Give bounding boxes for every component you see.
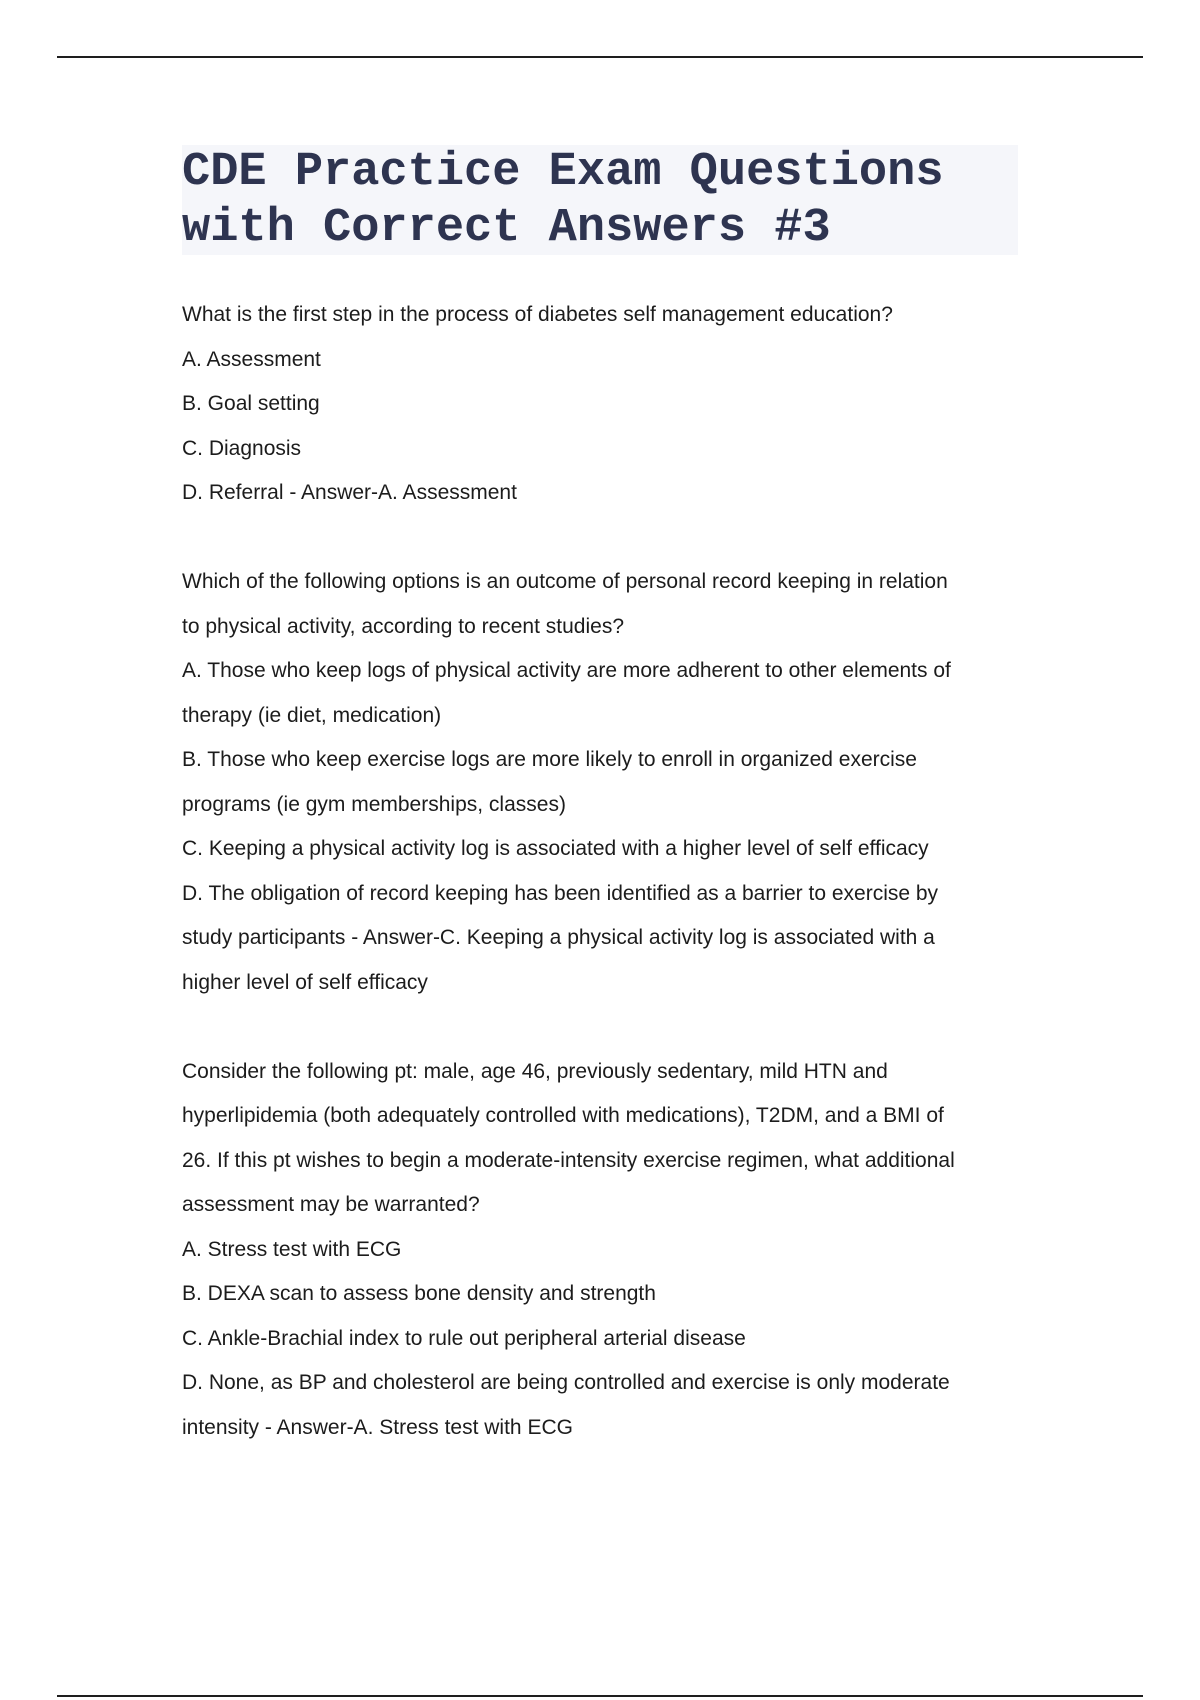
question-block [182, 560, 1022, 1005]
question-text: What is the first step in the process of diabetes self management education? [182, 303, 893, 326]
question-spacer [182, 516, 1022, 561]
question-text: hyperlipidemia (both adequately controlled with medications), T2DM, and a BMI of [182, 1104, 944, 1127]
footer-rule [57, 1695, 1143, 1697]
answer-option: A. Assessment [182, 347, 321, 371]
answer-option: D. The obligation of record keeping has been identified as a barrier to exercise by [182, 881, 939, 905]
question-list [182, 293, 1022, 1450]
question-spacer [182, 1005, 1022, 1050]
answer-option: C. Diagnosis [182, 436, 302, 460]
answer-option: D. None, as BP and cholesterol are being controlled and exercise is only moderate [182, 1371, 950, 1394]
question-text: Consider the following pt: male, age 46, previously sedentary, mild HTN and [182, 1059, 888, 1083]
document-title: CDE Practice Exam Questions with Correct Answers #3 [182, 146, 972, 255]
answer-option: B. DEXA scan to assess bone density and strength [182, 1282, 656, 1305]
question-text: Which of the following options is an outcome of personal record keeping in relation [182, 570, 948, 593]
answer-option: A. Stress test with ECG [182, 1237, 402, 1261]
question-block [182, 293, 1022, 516]
answer-option: A. Those who keep logs of physical activity are more adherent to other elements of [182, 659, 951, 682]
question-block [182, 1050, 1022, 1451]
answer-option-with-answer: intensity - Answer-A. Stress test with ECG [182, 1415, 573, 1439]
answer-option: B. Those who keep exercise logs are more likely to enroll in organized exercise [182, 748, 917, 771]
answer-option: C. Keeping a physical activity log is associated with a higher level of self efficacy [182, 837, 929, 860]
question-text: to physical activity, according to recent studies? [182, 614, 624, 638]
title-block [182, 145, 1018, 255]
answer-option: C. Ankle-Brachial index to rule out peripheral arterial disease [182, 1326, 746, 1350]
answer-option: programs (ie gym memberships, classes) [182, 792, 566, 816]
answer-option-with-answer: higher level of self efficacy [182, 970, 428, 994]
answer-option: B. Goal setting [182, 392, 320, 415]
question-text: assessment may be warranted? [182, 1193, 480, 1216]
header-rule [57, 56, 1143, 58]
answer-option-with-answer: D. Referral - Answer-A. Assessment [182, 481, 517, 504]
answer-option-with-answer: study participants - Answer-C. Keeping a physical activity log is associated with a [182, 926, 935, 949]
question-text: 26. If this pt wishes to begin a moderate-intensity exercise regimen, what additional [182, 1148, 955, 1172]
answer-option: therapy (ie diet, medication) [182, 703, 442, 727]
